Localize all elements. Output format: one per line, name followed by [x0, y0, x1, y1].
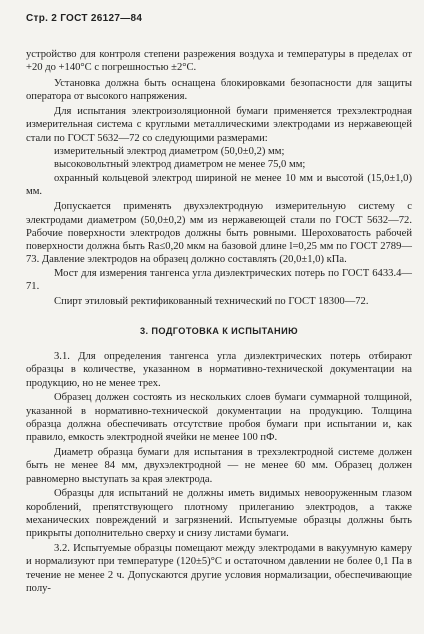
paragraph: Мост для измерения тангенса угла диэлектрических потерь по ГОСТ 6433.4—71. [26, 267, 412, 293]
body-top [26, 48, 412, 309]
document-page [26, 12, 412, 597]
list-item: охранный кольцевой электрод шириной не менее 10 мм и высотой (15,0±1,0) мм. [26, 172, 412, 197]
paragraph: Установка должна быть оснащена блокировками безопасности для защиты оператора от высокого напряжения. [26, 77, 412, 102]
paragraph: Образец должен состоять из нескольких слоев бумаги суммарной толщиной, указанной в нормативно-технической документации на продукцию. Толщина образца должна обеспечивать отсутствие пробоя бумаги при испытании и, как правило, емкость электродной ячейки не менее 100 пФ. [26, 392, 412, 444]
paragraph: 3.2. Испытуемые образцы помещают между электродами в вакуумную камеру и нормализуют при температуре (120±5)°С и остаточном давлении не более 0,1 Па в течение не менее 2 ч. Допускаются другие условия нормализации, обеспечивающие полу- [26, 543, 412, 594]
list-item: измерительный электрод диаметром (50,0±0,2) мм; [54, 146, 285, 158]
paragraph: 3.1. Для определения тангенса угла диэлектрических потерь отбирают образцы в количестве, указанном в нормативно-технической документации на продукцию, но не менее трех. [26, 350, 412, 389]
paragraph: устройство для контроля степени разрежения воздуха и температуры в пределах от +20 до +140°С с погрешностью ±2°С. [26, 49, 412, 74]
page-header: Стр. 2 ГОСТ 26127—84 [26, 13, 143, 24]
list-item: высоковольтный электрод диаметром не менее 75,0 мм; [54, 159, 306, 171]
paragraph: Спирт этиловый ректификованный технический по ГОСТ 18300—72. [54, 296, 369, 308]
paragraph: Диаметр образца бумаги для испытания в трехэлектродной системе должен быть не менее 84 мм, двухэлектродной — не менее 60 мм. Образец должен равномерно выступать за края электрода. [26, 447, 412, 485]
section-title: 3. ПОДГОТОВКА К ИСПЫТАНИЮ [140, 325, 298, 336]
paragraph: Для испытания электроизоляционной бумаги применяется трехэлектродная измерительная система с круглыми металлическими электродами из нержавеющей стали по ГОСТ 5632—72 со следующими размерами: [26, 106, 412, 144]
section-body [26, 350, 412, 595]
paragraph: Образцы для испытаний не должны иметь видимых невооруженным глазом короблений, препятствующего плотному прилеганию электродов, а также механических повреждений и загрязнений. Испытуемые образцы должны быть прикрыты дополнительно сверху и снизу листами бумаги. [26, 488, 412, 540]
paragraph: Допускается применять двухэлектродную измерительную систему с электродами диаметром (50,0±0,2) мм из нержавеющей стали по ГОСТ 5632—72. Рабочие поверхности электродов должны быть ровными. Шероховатость рабочей поверхности должна быть Ra≤0,20 мкм на базовой длине l=0,25 мм по ГОСТ 2789—73. Давление электродов на образец должно составлять (20,0±1,0) кПа. [26, 201, 412, 266]
